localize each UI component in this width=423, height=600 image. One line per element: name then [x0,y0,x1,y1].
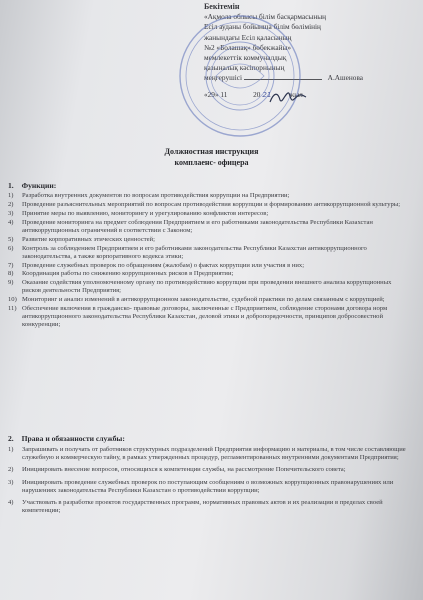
item-number: 9) [8,279,14,287]
item-text: Инициировать внесение вопросов, относящихся к компетенции службы, на рассмотрение Попечительского совета; [22,466,346,474]
item-text: Проведение мониторинга на предмет соблюдения Предприятием и его работниками законодательства Республики Казахстан антикоррупционных ограничений в соответствии с Законом; [22,218,373,234]
item-number: 3) [8,478,14,486]
section-1-heading [8,181,56,190]
list-item [8,479,408,495]
approval-sign-line [204,73,414,83]
item-number: 6) [8,244,14,252]
item-number: 11) [8,305,17,313]
item-number: 7) [8,261,14,269]
document-title: Должностная инструкция [164,147,259,156]
item-number: 1) [8,446,14,453]
approval-line: «Ақмола облысы білім басқармасының [204,12,327,22]
section-number: 2. [8,434,14,443]
section-number: 1. [8,181,14,190]
approval-block [204,2,414,100]
item-text: Проведение разъяснительных мероприятий по вопросам противодействия коррупции и формированию антикоррупционной культуры; [22,200,401,208]
item-text: Обеспечение включения в гражданско- правовые договоры, заключенные с Предприятием, соблюдение сторонами договора норм антикоррупционного законодательства Республики Казахстан, деловой этики и добропорядочности, принципов добросовестной конкуренции; [22,305,388,328]
item-text: Контроль за соблюдением Предприятием и его работниками законодательства Республики Казахстан антикоррупционного законодательства, а также корпоративного кодекса этики; [22,244,367,260]
item-number: 4) [8,499,14,507]
list-item [8,499,408,515]
list-item [8,466,408,474]
item-text: Координация работы по снижению коррупционных рисков в Предприятии; [22,270,234,278]
section-2-heading [8,434,125,443]
item-number: 8) [8,270,14,278]
item-number: 10) [8,296,17,304]
list-item [8,305,408,328]
list-item [8,270,408,278]
list-item [8,219,408,235]
item-number: 2) [8,200,14,208]
section-2-list [8,446,408,519]
list-item [8,210,408,218]
list-item [8,296,408,304]
approval-line: №2 «Болашақ» бөбекжайы» [204,42,292,52]
list-item [8,236,408,244]
item-text: Проведение служебных проверок по обращениям (жалобам) о фактах коррупции или участия в них; [22,261,305,269]
list-item [8,446,408,462]
item-number: 3) [8,209,14,217]
list-item [8,192,408,200]
approval-date-year-suffix: 21 [262,89,272,99]
item-text: Разработка внутренних документов по вопросам противодействия коррупции на Предприятии; [22,192,290,199]
section-title: Функции: [21,181,57,190]
approval-line: Есіл ауданы бойынша білім бөлімінің [204,22,321,32]
approval-position: меңгерушісі [204,73,243,83]
approval-date [204,90,414,100]
signature-blank [244,79,322,80]
list-item [8,262,408,270]
item-text: Принятие меры по выявлению, мониторингу и урегулированию конфликтов интересов; [22,209,269,217]
item-number: 4) [8,218,14,226]
item-number: 2) [8,466,14,474]
item-text: Развитие корпоративных этических ценностей; [22,235,155,243]
list-item [8,245,408,261]
item-text: Участвовать в разработке проектов государственных программ, нормативных правовых актов и их реализации в пределах своей компетенции; [22,499,383,515]
item-text: Мониторинг и анализ изменений в антикоррупционном законодательстве, судебной практики по делам связанным с коррупцией; [22,296,385,304]
item-text: Запрашивать и получать от работников структурных подразделений Предприятия информацию и материалы, в том числе составляющие служебную и коммерческую тайну, в рамках утвержденных процедур, регламентированных внутренними документами Предприятия; [22,446,406,462]
section-1-list [8,192,408,330]
item-number: 1) [8,192,14,199]
approval-date-year-prefix: 20 [253,89,261,99]
approval-date-suffix: жыл [289,89,303,99]
section-title: Права и обязанности службы: [21,434,125,443]
approval-line: қазыналық кәсіпорнының [204,63,285,73]
approval-title: Бекітемін [204,2,240,11]
approval-line: мемлекеттік коммуналдық [204,53,287,63]
list-item [8,279,408,295]
list-item [8,201,408,209]
item-text: Инициировать проведение служебных проверок по поступающим сообщениям о возможных коррупционных правонарушениях или нарушениях законодательства Республики Казахстан о противодействии коррупции; [22,478,394,494]
item-text: Оказание содействия уполномоченному органу по противодействию коррупции при проведении внешнего анализа коррупционных рисков деятельности Предприятия; [22,279,392,295]
approval-signer: А.Ашенова [327,73,364,83]
approval-line: жанындағы Есіл қаласының [204,32,292,42]
approval-date-day: «29» 11 [204,89,228,99]
item-number: 5) [8,235,14,243]
document-subtitle: комплаенс- офицера [174,158,249,167]
